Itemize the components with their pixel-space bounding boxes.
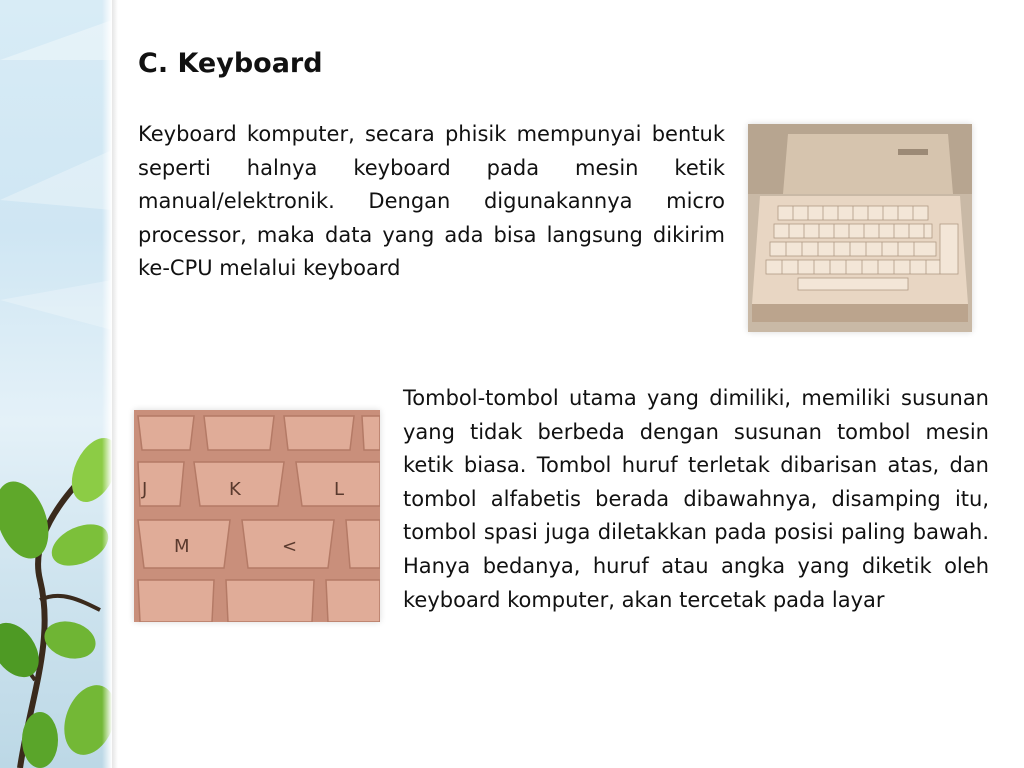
paragraph-key-layout: Tombol-tombol utama yang dimiliki, memiliki susunan yang tidak berbeda dengan susunan tombol mesin ketik biasa. Tombol huruf terletak dibarisan atas, dan tombol alfabetis berada dibawahnya, disamping itu, tombol spasi juga diletakkan pada posisi paling bawah. Hanya bedanya, huruf atau angka yang diketik oleh keyboard komputer, akan tercetak pada layar [403, 386, 989, 612]
plant-illustration [0, 0, 112, 768]
sidebar-edge [112, 0, 118, 768]
keycap-label-k: K [229, 479, 241, 500]
keycap-label-l: L [334, 479, 345, 500]
paragraph-keyboard-description: Keyboard komputer, secara phisik mempunyai bentuk seperti halnya keyboard pada mesin ketik manual/elektronik. Dengan digunakannya micro processor, maka data yang ada bisa langsung dikirim ke-CPU melalui keyboard [138, 122, 725, 281]
keycap-label-less-than: < [282, 536, 298, 557]
keycaps-closeup-photo [134, 410, 380, 622]
keycap-label-j: J [142, 479, 148, 500]
slide-title: C. Keyboard [138, 48, 323, 79]
keycap-label-m: M [174, 536, 190, 557]
keyboard-computer-photo [748, 124, 972, 332]
decorative-sidebar [0, 0, 112, 768]
